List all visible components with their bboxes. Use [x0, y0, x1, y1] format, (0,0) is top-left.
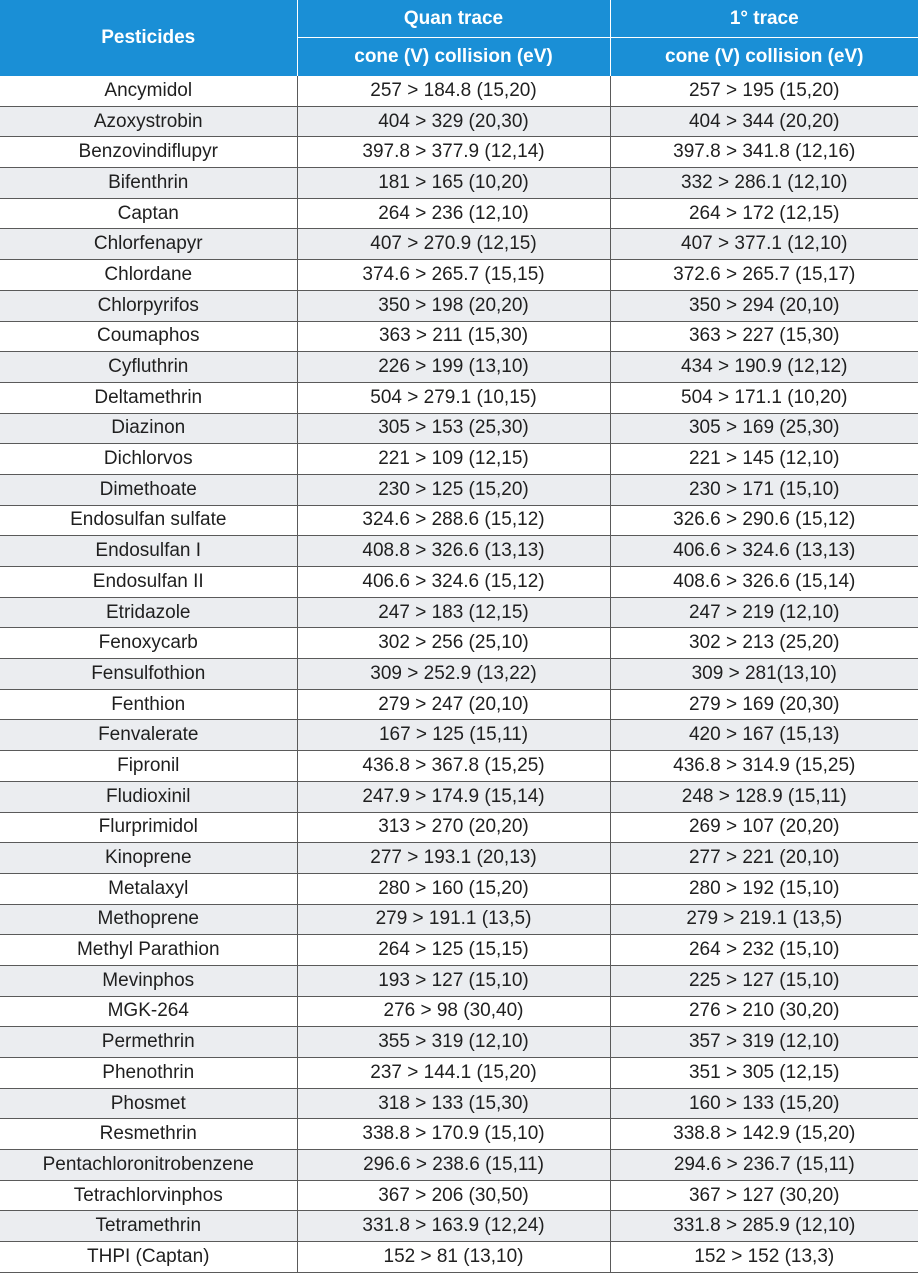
quan-trace-cell: 313 > 270 (20,20): [297, 812, 610, 843]
first-trace-cell: 397.8 > 341.8 (12,16): [610, 137, 918, 168]
table-row: [0, 720, 918, 751]
quan-trace-cell: 247.9 > 174.9 (15,14): [297, 781, 610, 812]
quan-trace-cell: 363 > 211 (15,30): [297, 321, 610, 352]
pesticide-name-cell: Phenothrin: [0, 1058, 297, 1089]
quan-trace-cell: 152 > 81 (13,10): [297, 1242, 610, 1273]
table-row: [0, 260, 918, 291]
table-row: [0, 536, 918, 567]
pesticide-name-cell: Fensulfothion: [0, 659, 297, 690]
quan-trace-cell: 230 > 125 (15,20): [297, 474, 610, 505]
pesticide-name-cell: Fipronil: [0, 751, 297, 782]
quan-trace-cell: 279 > 247 (20,10): [297, 689, 610, 720]
table-row: [0, 168, 918, 199]
quan-trace-cell: 237 > 144.1 (15,20): [297, 1058, 610, 1089]
first-trace-cell: 257 > 195 (15,20): [610, 76, 918, 106]
header-row-top: [0, 0, 918, 38]
table-row: [0, 965, 918, 996]
table-row: [0, 597, 918, 628]
first-trace-subheader: cone (V) collision (eV): [610, 38, 918, 77]
quan-trace-cell: 305 > 153 (25,30): [297, 413, 610, 444]
pesticide-name-cell: Dichlorvos: [0, 444, 297, 475]
quan-trace-cell: 193 > 127 (15,10): [297, 965, 610, 996]
pesticide-name-cell: Fludioxinil: [0, 781, 297, 812]
table-row: [0, 843, 918, 874]
quan-trace-cell: 408.8 > 326.6 (13,13): [297, 536, 610, 567]
pesticide-name-cell: Fenvalerate: [0, 720, 297, 751]
first-trace-cell: 152 > 152 (13,3): [610, 1242, 918, 1273]
quan-trace-cell: 257 > 184.8 (15,20): [297, 76, 610, 106]
first-trace-cell: 436.8 > 314.9 (15,25): [610, 751, 918, 782]
table-row: [0, 474, 918, 505]
first-trace-cell: 407 > 377.1 (12,10): [610, 229, 918, 260]
first-trace-cell: 326.6 > 290.6 (15,12): [610, 505, 918, 536]
first-trace-cell: 406.6 > 324.6 (13,13): [610, 536, 918, 567]
first-trace-cell: 269 > 107 (20,20): [610, 812, 918, 843]
first-trace-cell: 309 > 281(13,10): [610, 659, 918, 690]
pesticide-name-cell: Mevinphos: [0, 965, 297, 996]
table-body: [0, 76, 918, 1272]
quan-trace-cell: 302 > 256 (25,10): [297, 628, 610, 659]
first-trace-cell: 247 > 219 (12,10): [610, 597, 918, 628]
quan-trace-cell: 407 > 270.9 (12,15): [297, 229, 610, 260]
pesticide-name-cell: Bifenthrin: [0, 168, 297, 199]
quan-trace-cell: 264 > 236 (12,10): [297, 198, 610, 229]
first-trace-cell: 279 > 169 (20,30): [610, 689, 918, 720]
quan-trace-cell: 167 > 125 (15,11): [297, 720, 610, 751]
quan-trace-cell: 367 > 206 (30,50): [297, 1180, 610, 1211]
first-trace-cell: 248 > 128.9 (15,11): [610, 781, 918, 812]
quan-trace-cell: 279 > 191.1 (13,5): [297, 904, 610, 935]
pesticide-name-cell: Tetrachlorvinphos: [0, 1180, 297, 1211]
quan-trace-cell: 355 > 319 (12,10): [297, 1027, 610, 1058]
quan-trace-cell: 350 > 198 (20,20): [297, 290, 610, 321]
quan-trace-cell: 404 > 329 (20,30): [297, 106, 610, 137]
pesticide-name-cell: Methyl Parathion: [0, 935, 297, 966]
table-row: [0, 904, 918, 935]
first-trace-cell: 363 > 227 (15,30): [610, 321, 918, 352]
table-row: [0, 781, 918, 812]
first-trace-cell: 372.6 > 265.7 (15,17): [610, 260, 918, 291]
pesticide-name-cell: Cyfluthrin: [0, 352, 297, 383]
table-row: [0, 413, 918, 444]
first-trace-cell: 279 > 219.1 (13,5): [610, 904, 918, 935]
table-row: [0, 382, 918, 413]
pesticide-name-cell: Kinoprene: [0, 843, 297, 874]
pesticide-name-cell: Permethrin: [0, 1027, 297, 1058]
table-row: [0, 198, 918, 229]
first-trace-cell: 277 > 221 (20,10): [610, 843, 918, 874]
table-row: [0, 751, 918, 782]
first-trace-cell: 276 > 210 (30,20): [610, 996, 918, 1027]
table-row: [0, 505, 918, 536]
first-trace-cell: 351 > 305 (12,15): [610, 1058, 918, 1089]
table-row: [0, 137, 918, 168]
pesticide-name-cell: Tetramethrin: [0, 1211, 297, 1242]
first-trace-cell: 420 > 167 (15,13): [610, 720, 918, 751]
table-row: [0, 1058, 918, 1089]
pesticide-name-cell: Endosulfan II: [0, 567, 297, 598]
quan-trace-cell: 247 > 183 (12,15): [297, 597, 610, 628]
quan-trace-cell: 280 > 160 (15,20): [297, 873, 610, 904]
table-row: [0, 812, 918, 843]
first-trace-cell: 221 > 145 (12,10): [610, 444, 918, 475]
pesticide-name-cell: Ancymidol: [0, 76, 297, 106]
pesticide-name-cell: Captan: [0, 198, 297, 229]
first-trace-cell: 350 > 294 (20,10): [610, 290, 918, 321]
quan-trace-cell: 324.6 > 288.6 (15,12): [297, 505, 610, 536]
first-trace-cell: 264 > 232 (15,10): [610, 935, 918, 966]
first-trace-cell: 331.8 > 285.9 (12,10): [610, 1211, 918, 1242]
first-trace-cell: 264 > 172 (12,15): [610, 198, 918, 229]
pesticide-name-cell: Endosulfan sulfate: [0, 505, 297, 536]
pesticide-name-cell: Flurprimidol: [0, 812, 297, 843]
pesticide-name-cell: Phosmet: [0, 1088, 297, 1119]
quan-trace-cell: 318 > 133 (15,30): [297, 1088, 610, 1119]
table-row: [0, 1088, 918, 1119]
table-row: [0, 1027, 918, 1058]
pesticide-name-cell: Metalaxyl: [0, 873, 297, 904]
first-trace-cell: 408.6 > 326.6 (15,14): [610, 567, 918, 598]
first-trace-cell: 434 > 190.9 (12,12): [610, 352, 918, 383]
pesticide-name-cell: Etridazole: [0, 597, 297, 628]
table-row: [0, 1211, 918, 1242]
first-trace-cell: 305 > 169 (25,30): [610, 413, 918, 444]
pesticide-name-cell: Deltamethrin: [0, 382, 297, 413]
quan-trace-cell: 374.6 > 265.7 (15,15): [297, 260, 610, 291]
pesticide-name-cell: Benzovindiflupyr: [0, 137, 297, 168]
table-row: [0, 444, 918, 475]
table-row: [0, 1119, 918, 1150]
quan-trace-cell: 504 > 279.1 (10,15): [297, 382, 610, 413]
table-row: [0, 1150, 918, 1181]
quan-trace-subheader: cone (V) collision (eV): [297, 38, 610, 77]
pesticide-name-cell: Methoprene: [0, 904, 297, 935]
table-row: [0, 76, 918, 106]
quan-trace-cell: 331.8 > 163.9 (12,24): [297, 1211, 610, 1242]
table-row: [0, 935, 918, 966]
first-trace-cell: 404 > 344 (20,20): [610, 106, 918, 137]
table-row: [0, 1242, 918, 1273]
pesticide-name-cell: Coumaphos: [0, 321, 297, 352]
first-trace-cell: 332 > 286.1 (12,10): [610, 168, 918, 199]
quan-trace-cell: 264 > 125 (15,15): [297, 935, 610, 966]
pesticide-name-cell: Chlordane: [0, 260, 297, 291]
table-row: [0, 659, 918, 690]
first-trace-cell: 504 > 171.1 (10,20): [610, 382, 918, 413]
pesticide-name-cell: Pentachloronitrobenzene: [0, 1150, 297, 1181]
pesticide-name-cell: Fenoxycarb: [0, 628, 297, 659]
table-row: [0, 873, 918, 904]
pesticides-column-header: Pesticides: [0, 0, 297, 76]
pesticide-name-cell: Dimethoate: [0, 474, 297, 505]
pesticide-name-cell: MGK-264: [0, 996, 297, 1027]
table-row: [0, 321, 918, 352]
first-trace-cell: 280 > 192 (15,10): [610, 873, 918, 904]
table-row: [0, 352, 918, 383]
pesticide-name-cell: Chlorfenapyr: [0, 229, 297, 260]
table-row: [0, 229, 918, 260]
pesticide-name-cell: Endosulfan I: [0, 536, 297, 567]
quan-trace-cell: 397.8 > 377.9 (12,14): [297, 137, 610, 168]
quan-trace-cell: 226 > 199 (13,10): [297, 352, 610, 383]
quan-trace-cell: 296.6 > 238.6 (15,11): [297, 1150, 610, 1181]
first-trace-cell: 302 > 213 (25,20): [610, 628, 918, 659]
table-row: [0, 689, 918, 720]
pesticide-name-cell: THPI (Captan): [0, 1242, 297, 1273]
quan-trace-cell: 406.6 > 324.6 (15,12): [297, 567, 610, 598]
quan-trace-column-header: Quan trace: [297, 0, 610, 38]
quan-trace-cell: 338.8 > 170.9 (15,10): [297, 1119, 610, 1150]
first-trace-cell: 230 > 171 (15,10): [610, 474, 918, 505]
table-row: [0, 290, 918, 321]
quan-trace-cell: 181 > 165 (10,20): [297, 168, 610, 199]
pesticide-name-cell: Chlorpyrifos: [0, 290, 297, 321]
first-trace-cell: 160 > 133 (15,20): [610, 1088, 918, 1119]
quan-trace-cell: 277 > 193.1 (20,13): [297, 843, 610, 874]
table-header: [0, 0, 918, 76]
first-trace-cell: 357 > 319 (12,10): [610, 1027, 918, 1058]
quan-trace-cell: 436.8 > 367.8 (15,25): [297, 751, 610, 782]
table-row: [0, 567, 918, 598]
quan-trace-cell: 221 > 109 (12,15): [297, 444, 610, 475]
pesticide-name-cell: Diazinon: [0, 413, 297, 444]
table-row: [0, 1180, 918, 1211]
quan-trace-cell: 276 > 98 (30,40): [297, 996, 610, 1027]
quan-trace-cell: 309 > 252.9 (13,22): [297, 659, 610, 690]
table-row: [0, 996, 918, 1027]
table-row: [0, 106, 918, 137]
pesticide-name-cell: Fenthion: [0, 689, 297, 720]
pesticide-name-cell: Azoxystrobin: [0, 106, 297, 137]
pesticide-name-cell: Resmethrin: [0, 1119, 297, 1150]
first-trace-column-header: 1° trace: [610, 0, 918, 38]
table-row: [0, 628, 918, 659]
first-trace-cell: 338.8 > 142.9 (15,20): [610, 1119, 918, 1150]
first-trace-cell: 225 > 127 (15,10): [610, 965, 918, 996]
first-trace-cell: 367 > 127 (30,20): [610, 1180, 918, 1211]
first-trace-cell: 294.6 > 236.7 (15,11): [610, 1150, 918, 1181]
